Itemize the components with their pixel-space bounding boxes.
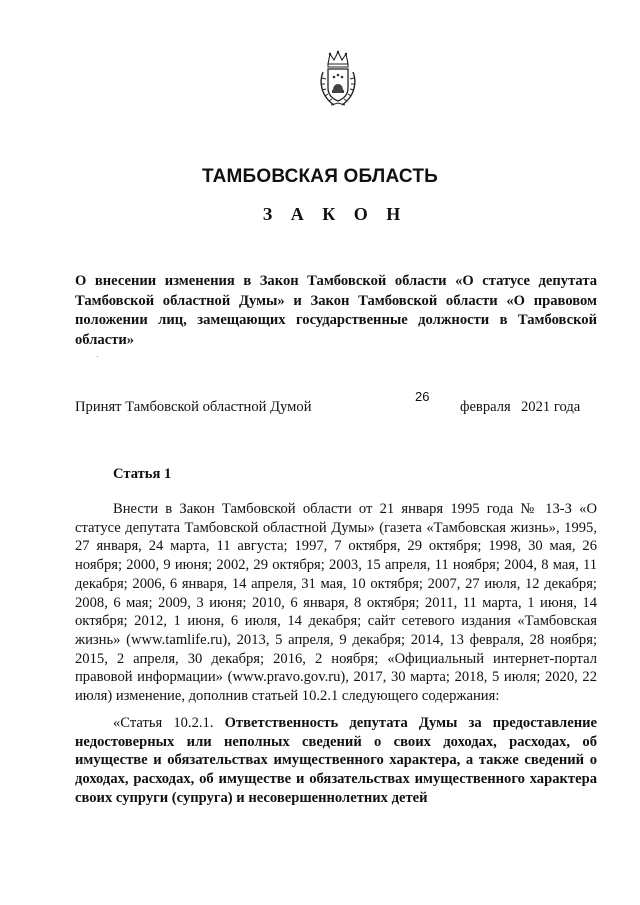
document-type-title: З А К О Н <box>262 204 408 224</box>
article-heading: Статья 1 <box>113 466 172 482</box>
adoption-month: февраля <box>460 399 511 415</box>
adoption-year: 2021 года <box>521 399 581 415</box>
region-title: ТАМБОВСКАЯ ОБЛАСТЬ <box>201 166 439 187</box>
adoption-line <box>75 389 597 417</box>
quote-prefix: «Статья 10.2.1. <box>113 715 225 731</box>
tambov-coat-of-arms-icon <box>317 50 359 108</box>
adoption-label: Принят Тамбовской областной Думой <box>75 399 312 415</box>
quote-bold-title: Ответственность депутата Думы за предоставление недостоверных или неполных сведений о своих доходах, расходах, об имуществе и обязательствах имущественного характера, а также сведений о доходах, расходах, об имуществе и обязательствах имущественного характера своих супруги (супруга) и несовершеннолетних детей <box>75 715 597 806</box>
law-name: О внесении изменения в Закон Тамбовской области «О статусе депутата Тамбовской областной Думы» и Закон Тамбовской области «О правовом положении лиц, замещающих государственные должности в Тамбовской области» <box>75 273 597 348</box>
article-body: Внести в Закон Тамбовской области от 21 января 1995 года № 13-З «О статусе депутата Тамбовской областной Думы» (газета «Тамбовская жизнь», 1995, 27 января, 24 марта, 11 августа; 1997, 7 октября, 29 октября; 1998, 30 мая, 26 ноября; 2000, 9 июня; 2002, 29 октября; 2003, 15 апреля, 11 ноября; 2004, 8 мая, 11 декабря; 2006, 6 января, 14 апреля, 31 мая, 10 октября; 2007, 27 июля, 12 декабря; 2008, 6 мая; 2009, 3 июня; 2010, 6 января, 8 октября; 2011, 11 марта, 1 июня, 14 октября; 2012, 1 июня, 6 июля, 14 декабря; сайт сетевого издания «Тамбовская жизнь» (www.tamlife.ru), 2013, 5 апреля, 9 декабря; 2014, 13 февраля, 28 ноября; 2015, 2 апреля, 30 декабря; 2016, 2 ноября; «Официальный интернет-портал правовой информации» (www.pravo.gov.ru), 2017, 30 марта; 2018, 5 июля; 2020, 22 июля) изменение, дополнив статьей 10.2.1 следующего содержания: <box>75 501 597 705</box>
article-quote <box>75 714 597 808</box>
scan-speck <box>97 356 98 357</box>
adoption-day: 26 <box>415 389 430 404</box>
